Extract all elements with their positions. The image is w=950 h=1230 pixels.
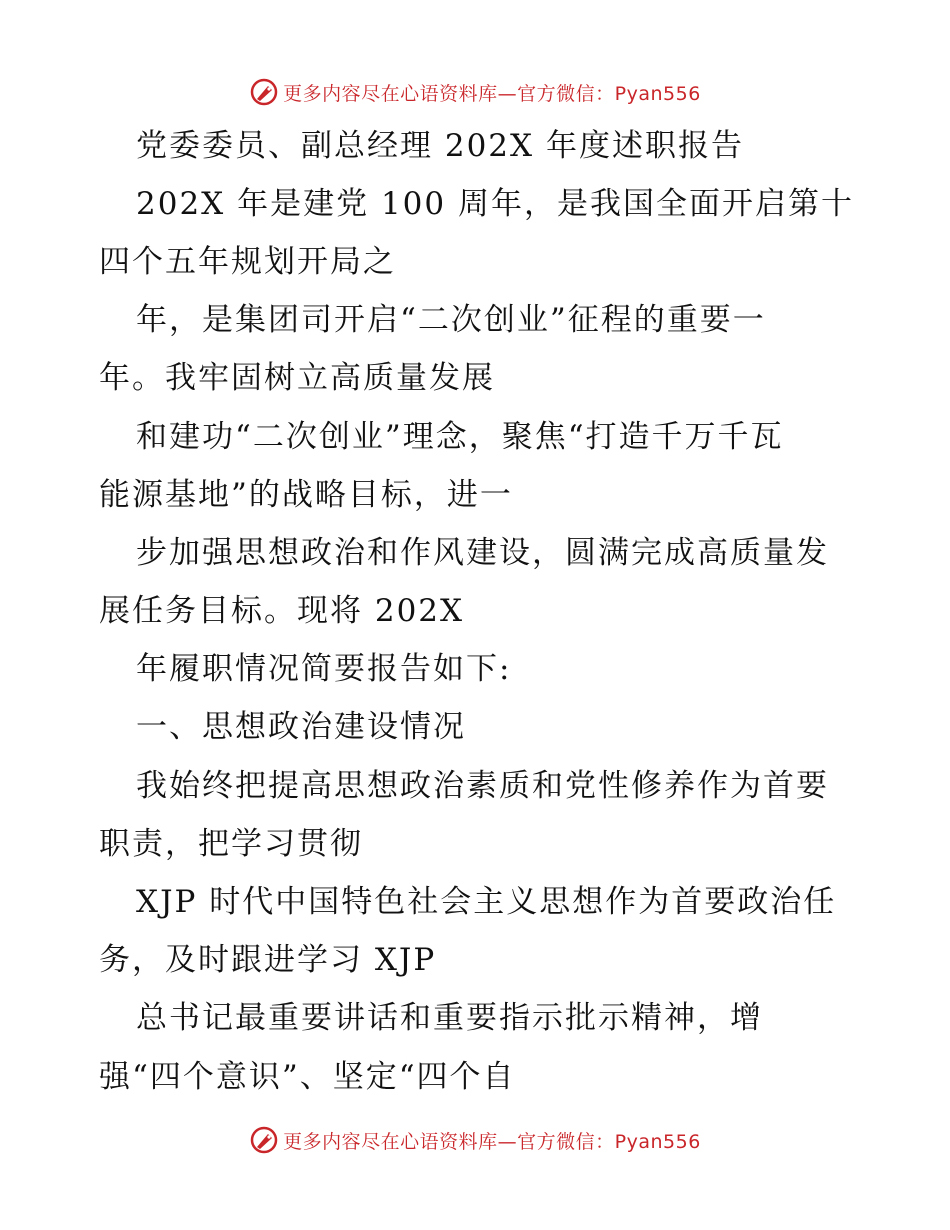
- paragraph-line: 能源基地”的战略目标，进一: [99, 477, 513, 513]
- paragraph-line: 总书记最重要讲话和重要指示批示精神，增: [136, 1000, 763, 1036]
- document-title: 党委委员、副总经理 202X 年度述职报告: [136, 128, 744, 164]
- watermark-text: 更多内容尽在心语资料库—官方微信：Pyan556: [283, 82, 701, 105]
- paragraph-line: 步加强思想政治和作风建设，圆满完成高质量发: [136, 535, 829, 571]
- paragraph-line: 强“四个意识”、坚定“四个自: [99, 1059, 516, 1095]
- watermark-text: 更多内容尽在心语资料库—官方微信：Pyan556: [283, 1130, 701, 1153]
- paragraph-line: 202X 年是建党 100 周年，是我国全面开启第十: [136, 186, 854, 222]
- paragraph-line: 和建功“二次创业”理念，聚焦“打造千万千瓦: [136, 419, 784, 455]
- paragraph-line: 职责，把学习贯彻: [99, 826, 363, 862]
- paragraph-line: XJP 时代中国特色社会主义思想作为首要政治任: [136, 884, 837, 920]
- pen-nib-logo-icon: [249, 1125, 279, 1155]
- pen-nib-logo-icon: [249, 77, 279, 107]
- watermark-footer: [0, 1120, 950, 1160]
- watermark-header: [0, 72, 950, 112]
- paragraph-line: 展任务目标。现将 202X: [99, 593, 465, 629]
- section-heading: 一、思想政治建设情况: [136, 709, 466, 745]
- paragraph-line: 四个五年规划开局之: [99, 244, 396, 280]
- paragraph-line: 年，是集团司开启“二次创业”征程的重要一: [136, 302, 766, 338]
- paragraph-line: 务，及时跟进学习 XJP: [99, 942, 437, 978]
- paragraph-line: 年履职情况简要报告如下:: [136, 651, 512, 687]
- paragraph-line: 我始终把提高思想政治素质和党性修养作为首要: [136, 768, 829, 804]
- paragraph-line: 年。我牢固树立高质量发展: [99, 360, 495, 396]
